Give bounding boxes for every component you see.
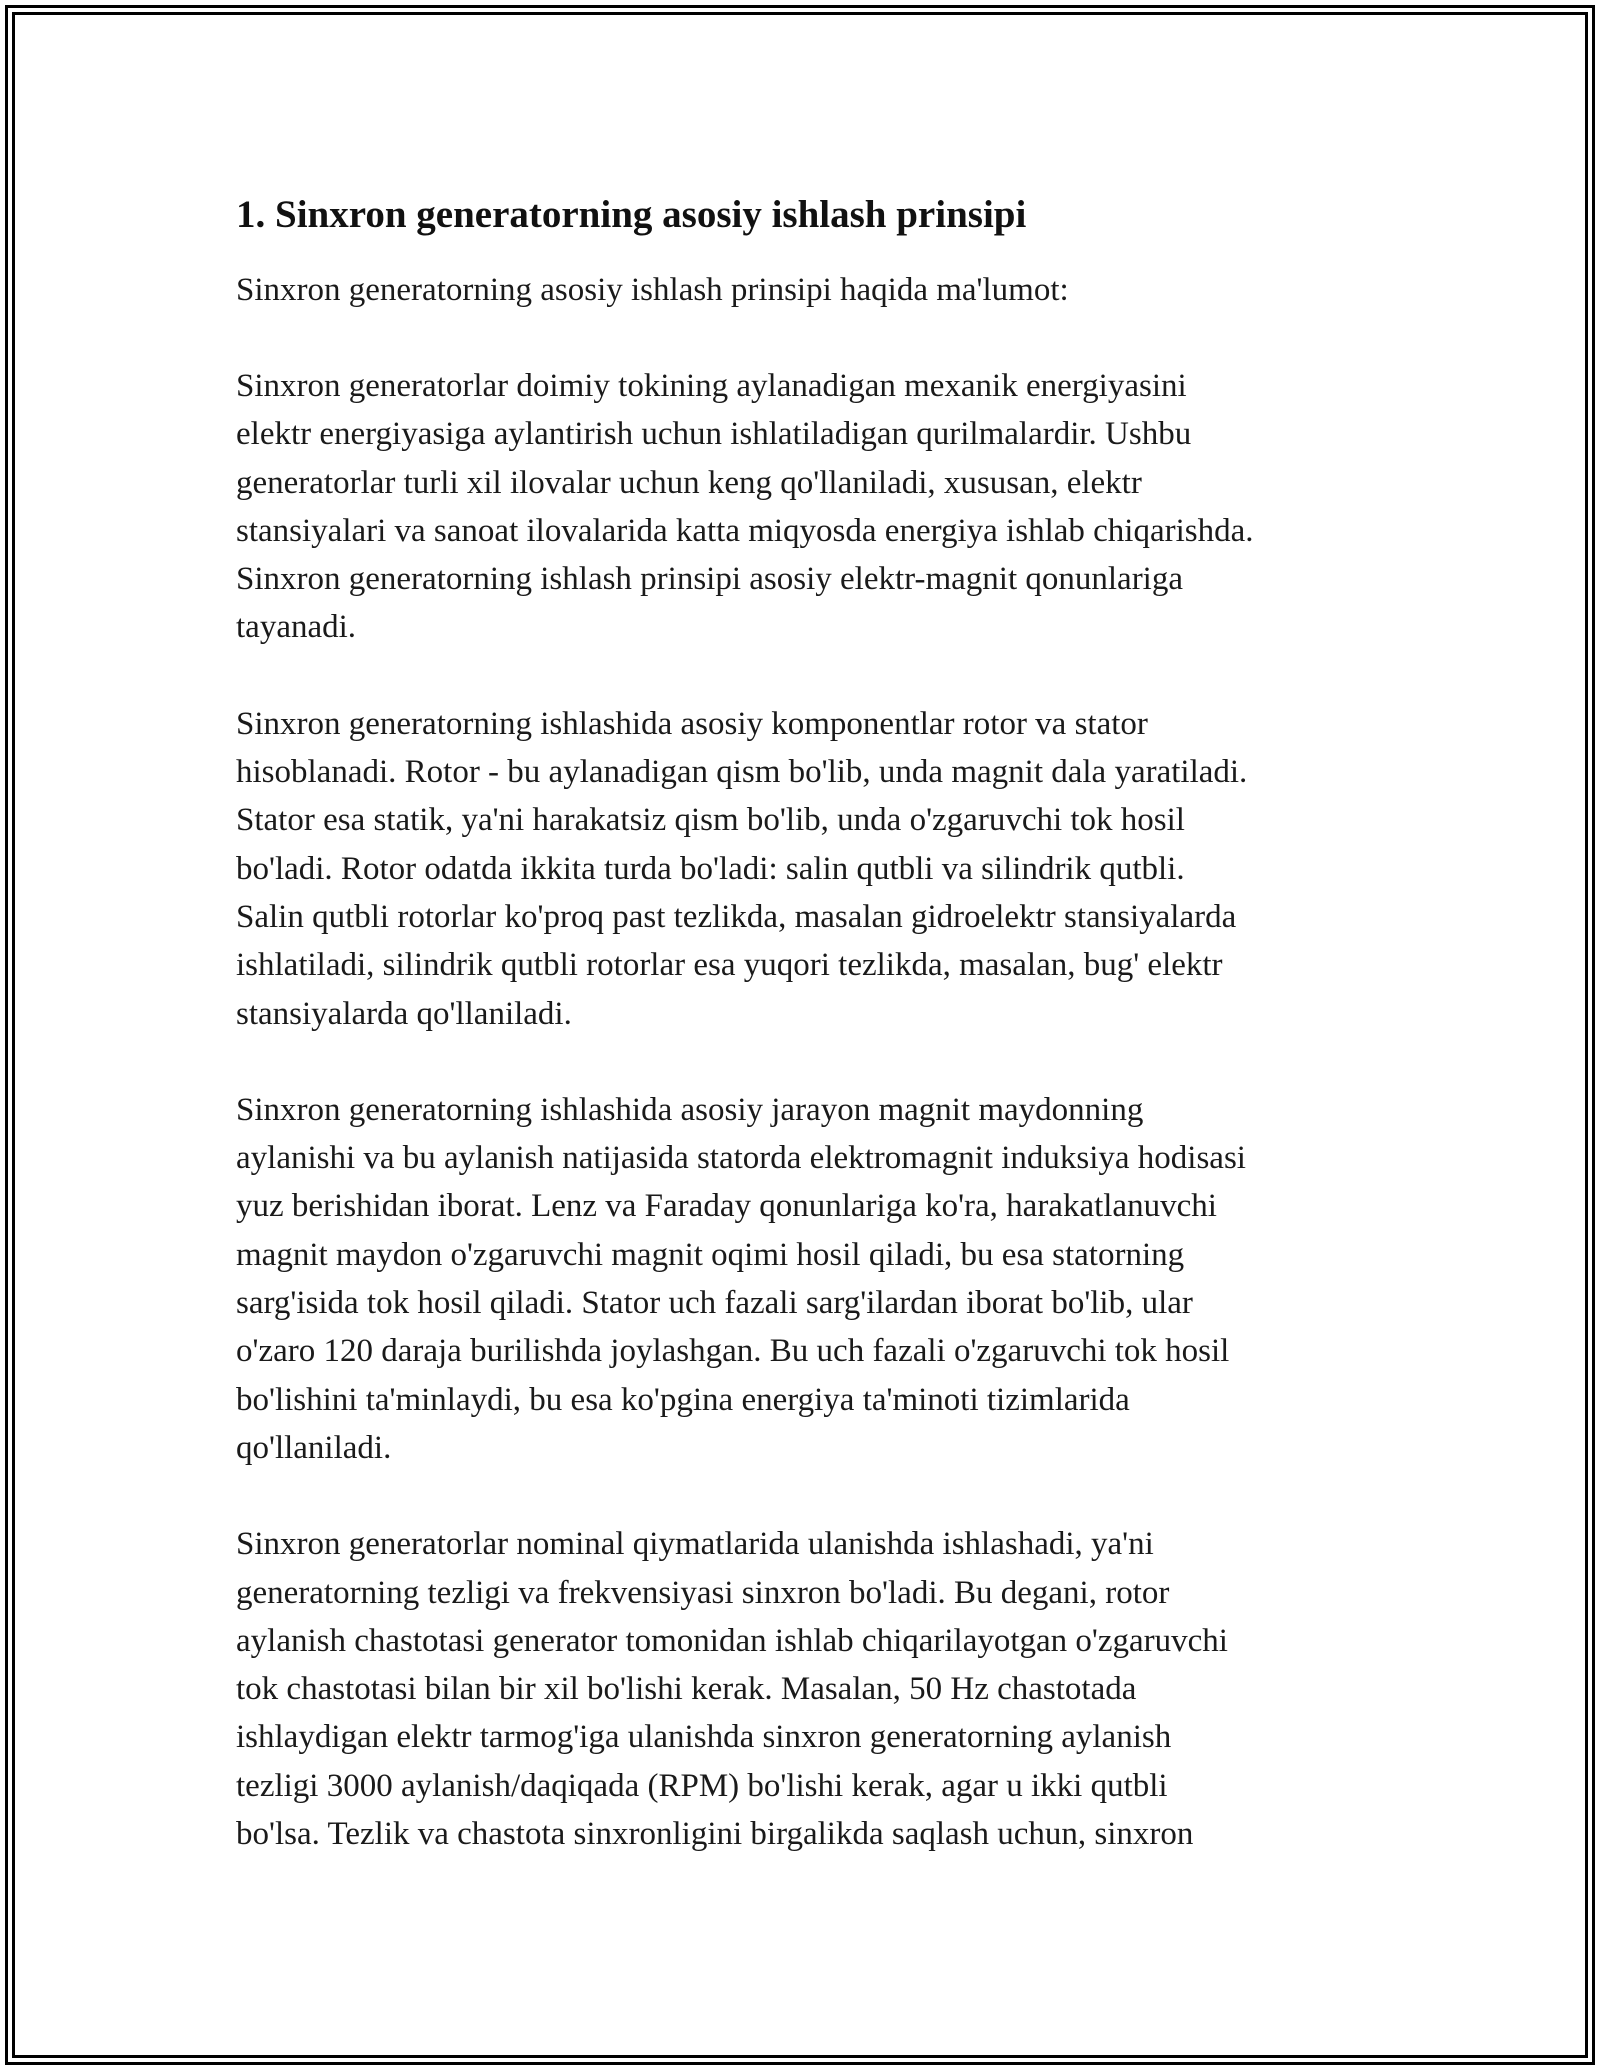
text-line: ishlaydigan elektr tarmog'iga ulanishda sinxron generatorning aylanish (236, 1719, 1172, 1756)
text-line: Sinxron generatorlar doimiy tokining aylanadigan mexanik energiyasini (236, 368, 1187, 404)
paragraph (236, 362, 1396, 652)
text-line: Salin qutbli rotorlar ko'proq past tezlikda, masalan gidroelektr stansiyalarda (236, 898, 1237, 935)
text-line: tok chastotasi bilan bir xil bo'lishi kerak. Masalan, 50 Hz chastotada (236, 1671, 1137, 1708)
text-line: tezligi 3000 aylanish/daqiqada (RPM) bo'lishi kerak, agar u ikki qutbli (236, 1767, 1168, 1804)
text-line: Stator esa statik, ya'ni harakatsiz qism bo'lib, unda o'zgaruvchi tok hosil (236, 802, 1185, 839)
text-line: bo'lsa. Tezlik va chastota sinxronligini birgalikda saqlash uchun, sinxron (236, 1816, 1194, 1853)
document-body (236, 188, 1396, 1858)
paragraph (236, 1520, 1396, 1858)
text-line: Sinxron generatorning ishlashida asosiy jarayon magnit maydonning (236, 1091, 1144, 1128)
text-line: bo'lishini ta'minlaydi, bu esa ko'pgina energiya ta'minoti tizimlarida (236, 1381, 1130, 1418)
text-line: sarg'isida tok hosil qiladi. Stator uch fazali sarg'ilardan iborat bo'lib, ular (236, 1285, 1193, 1322)
text-line: yuz berishidan iborat. Lenz va Faraday qonunlariga ko'ra, harakatlanuvchi (236, 1188, 1217, 1225)
text-line: tayanadi. (236, 609, 357, 646)
intro-paragraph: Sinxron generatorning asosiy ishlash prinsipi haqida ma'lumot: (236, 272, 1069, 308)
text-line: generatorlar turli xil ilovalar uchun keng qo'llaniladi, xususan, elektr (236, 464, 1142, 501)
text-line: Sinxron generatorning ishlashida asosiy komponentlar rotor va stator (236, 705, 1148, 742)
paragraph (236, 700, 1396, 1038)
section-heading: 1. Sinxron generatorning asosiy ishlash prinsipi (236, 193, 1027, 236)
text-line: magnit maydon o'zgaruvchi magnit oqimi hosil qiladi, bu esa statorning (236, 1236, 1185, 1273)
text-line: o'zaro 120 daraja burilishda joylashgan. Bu uch fazali o'zgaruvchi tok hosil (236, 1333, 1230, 1370)
text-line: aylanishi va bu aylanish natijasida statorda elektromagnit induksiya hodisasi (236, 1140, 1246, 1177)
text-line: bo'ladi. Rotor odatda ikkita turda bo'ladi: salin qutbli va silindrik qutbli. (236, 850, 1185, 887)
text-line: stansiyalari va sanoat ilovalarida katta miqyosda energiya ishlab chiqarishda. (236, 512, 1254, 549)
text-line: stansiyalarda qo'llaniladi. (236, 995, 572, 1032)
paragraph (236, 1086, 1396, 1472)
text-line: aylanish chastotasi generator tomonidan ishlab chiqarilayotgan o'zgaruvchi (236, 1622, 1228, 1659)
text-line: qo'llaniladi. (236, 1429, 392, 1466)
text-line: ishlatiladi, silindrik qutbli rotorlar esa yuqori tezlikda, masalan, bug' elektr (236, 947, 1223, 984)
text-line: Sinxron generatorning ishlash prinsipi asosiy elektr-magnit qonunlariga (236, 561, 1183, 598)
text-line: Sinxron generatorlar nominal qiymatlarida ulanishda ishlashadi, ya'ni (236, 1526, 1154, 1563)
text-line: elektr energiyasiga aylantirish uchun ishlatiladigan qurilmalardir. Ushbu (236, 416, 1192, 453)
text-line: hisoblanadi. Rotor - bu aylanadigan qism bo'lib, unda magnit dala yaratiladi. (236, 754, 1248, 791)
text-line: generatorning tezligi va frekvensiyasi sinxron bo'ladi. Bu degani, rotor (236, 1574, 1170, 1611)
